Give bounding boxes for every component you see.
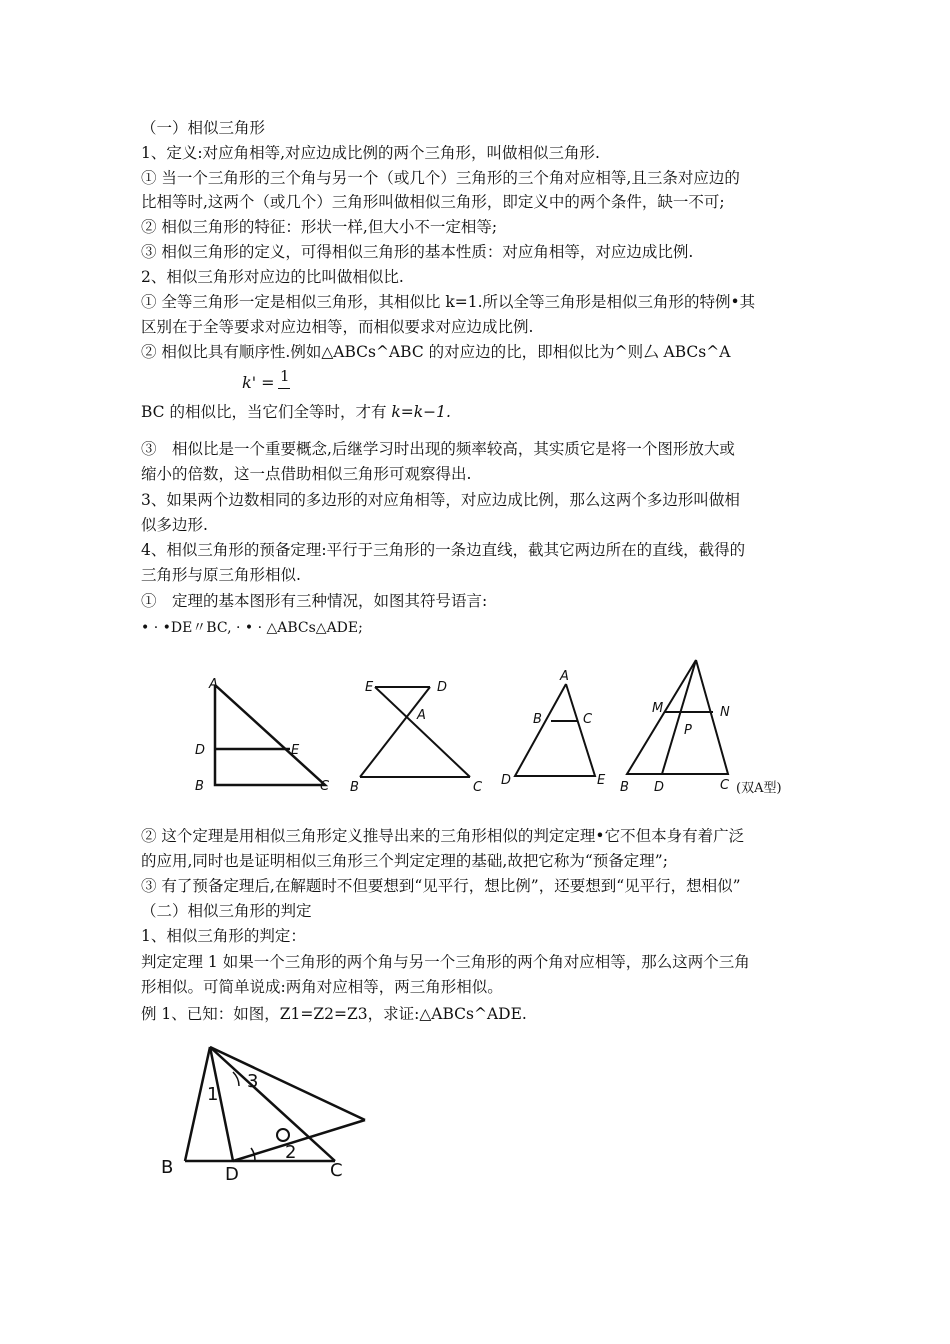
label-C: C bbox=[473, 780, 483, 795]
label-B: B bbox=[195, 779, 204, 794]
label-A: A bbox=[417, 708, 426, 723]
label-C: C bbox=[720, 778, 730, 793]
label-B: B bbox=[350, 780, 359, 795]
label-N: N bbox=[720, 705, 730, 720]
label-M: M bbox=[652, 701, 664, 716]
label-D: D bbox=[437, 680, 448, 695]
paragraph-example: 例 1、已知：如图，Z1=Z2=Z3，求证:△ABCs^ADE. bbox=[141, 1005, 527, 1023]
paragraph-text: 似多边形. bbox=[141, 516, 208, 534]
paragraph-text: ② 相似三角形的特征：形状一样,但大小不一定相等; bbox=[141, 218, 498, 236]
figure-double-a bbox=[612, 655, 802, 803]
label-D: D bbox=[225, 1164, 239, 1185]
label-A: A bbox=[209, 677, 218, 692]
label-A: A bbox=[560, 669, 569, 684]
fraction-bar bbox=[278, 388, 290, 389]
paragraph-text: 缩小的倍数，这一点借助相似三角形可观察得出. bbox=[141, 465, 472, 483]
angle-label-1: 1 bbox=[207, 1084, 219, 1105]
label-E: E bbox=[291, 743, 300, 758]
paragraph-text: ③ 相似比是一个重要概念,后继学习时出现的频率较高，其实质它是将一个图形放大或 bbox=[141, 440, 735, 458]
label-D: D bbox=[654, 780, 665, 795]
label-C: C bbox=[330, 1160, 343, 1181]
paragraph-text: 的应用,同时也是证明相似三角形三个判定定理的基础,故把它称为“预备定理”; bbox=[141, 852, 668, 870]
figure-hourglass bbox=[345, 675, 495, 800]
paragraph-text: 比相等时,这两个（或几个）三角形叫做相似三角形，即定义中的两个条件，缺一不可; bbox=[141, 193, 725, 211]
paragraph-symbolic: • · •DE〃BC, · • · △ABCs△ADE; bbox=[141, 620, 363, 636]
paragraph-text: 形相似。可简单说成:两角对应相等，两三角形相似。 bbox=[141, 978, 503, 996]
paragraph-text: ① 全等三角形一定是相似三角形，其相似比 k=1.所以全等三角形是相似三角形的特例•其 bbox=[141, 293, 756, 311]
label-D: D bbox=[195, 743, 206, 758]
text-span: BC 的相似比，当它们全等时，才有 bbox=[141, 403, 392, 421]
section-heading-1: （一）相似三角形 bbox=[141, 119, 266, 137]
paragraph-text: ② 这个定理是用相似三角形定义推导出来的三角形相似的判定定理•它不但本身有着广泛 bbox=[141, 827, 745, 845]
figure-triangle-de-parallel bbox=[190, 670, 340, 800]
formula-lhs: k' = bbox=[242, 373, 275, 392]
paragraph-text: 1、相似三角形的判定： bbox=[141, 927, 306, 945]
formula-inline: k=k−1. bbox=[391, 403, 451, 421]
figure-triangle-apex-parallel bbox=[498, 670, 618, 800]
label-B: B bbox=[161, 1157, 174, 1178]
label-P: P bbox=[684, 723, 692, 738]
figure-caption: (双A型) bbox=[736, 781, 782, 796]
label-C: C bbox=[320, 779, 330, 794]
label-C: C bbox=[583, 712, 593, 727]
paragraph-theorem: 判定定理 1 如果一个三角形的两个角与另一个三角形的两个角对应相等，那么这两个三角 bbox=[141, 953, 750, 971]
formula-numerator: 1 bbox=[280, 367, 290, 385]
paragraph-text: 2、相似三角形对应边的比叫做相似比. bbox=[141, 268, 404, 286]
paragraph-text: ② 相似比具有顺序性.例如△ABCs^ABC 的对应边的比，即相似比为^则厶 ABCs^A bbox=[141, 343, 731, 361]
paragraph-text: ③ 有了预备定理后,在解题时不但要想到“见平行，想比例”，还要想到“见平行，想相似” bbox=[141, 877, 741, 895]
section-heading-2: （二）相似三角形的判定 bbox=[141, 902, 312, 920]
label-B: B bbox=[620, 780, 629, 795]
paragraph-text: 4、相似三角形的预备定理:平行于三角形的一条边直线，截其它两边所在的直线，截得的 bbox=[141, 541, 746, 559]
formula-similarity-ratio bbox=[242, 367, 290, 392]
paragraph-text: 3、如果两个边数相同的多边形的对应角相等，对应边成比例，那么这两个多边形叫做相 bbox=[141, 491, 740, 509]
label-B: B bbox=[533, 712, 542, 727]
angle-label-3: 3 bbox=[247, 1071, 259, 1092]
figure-example-1 bbox=[155, 1040, 385, 1185]
paragraph-text: 区别在于全等要求对应边相等，而相似要求对应边成比例. bbox=[141, 318, 534, 336]
label-D: D bbox=[501, 773, 512, 788]
label-E: E bbox=[365, 680, 374, 695]
label-E: E bbox=[597, 773, 606, 788]
paragraph-text bbox=[141, 400, 821, 424]
angle-label-2: 2 bbox=[285, 1142, 297, 1163]
paragraph-text: ① 定理的基本图形有三种情况，如图其符号语言: bbox=[141, 592, 488, 610]
paragraph-definition: 1、定义:对应角相等,对应边成比例的两个三角形，叫做相似三角形. bbox=[141, 144, 600, 162]
paragraph-text: 三角形与原三角形相似. bbox=[141, 566, 301, 584]
paragraph-text: ① 当一个三角形的三个角与另一个（或几个）三角形的三个角对应相等,且三条对应边的 bbox=[141, 169, 740, 187]
paragraph-text: ③ 相似三角形的定义，可得相似三角形的基本性质：对应角相等，对应边成比例. bbox=[141, 243, 694, 261]
